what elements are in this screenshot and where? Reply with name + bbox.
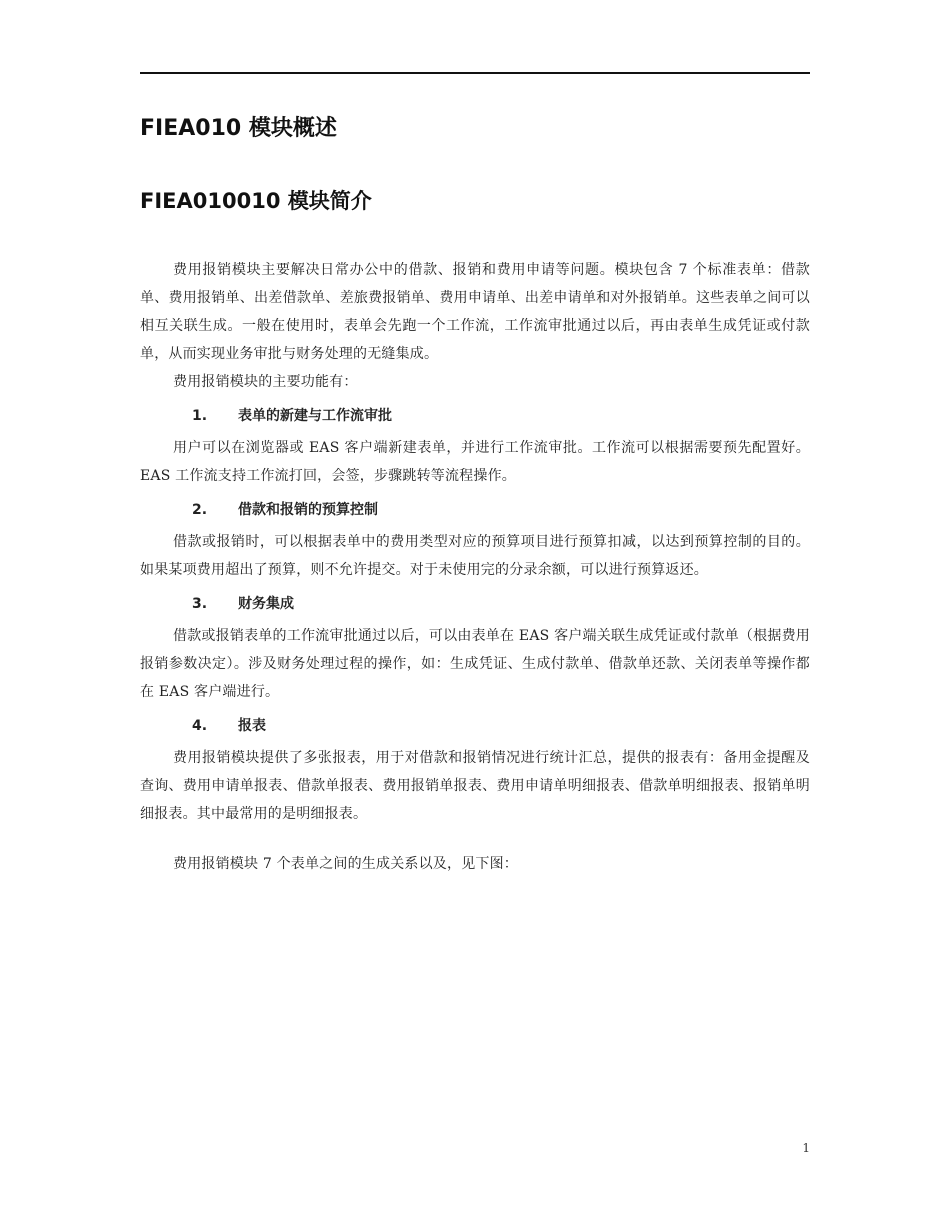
section-heading-3: [140, 590, 810, 618]
document-body: [140, 100, 810, 878]
section-body-3: 借款或报销表单的工作流审批通过以后，可以由表单在 EAS 客户端关联生成凭证或付款单（根据费用报销参数决定）。涉及财务处理过程的操作，如：生成凭证、生成付款单、借款单还款、关闭表单等操作都在 EAS 客户端进行。: [140, 628, 810, 700]
section-number: 1.: [192, 408, 208, 424]
section-title: 借款和报销的预算控制: [238, 502, 378, 518]
section-heading-4: [140, 712, 810, 740]
section-heading-2: [140, 496, 810, 524]
section-number: 3.: [192, 596, 208, 612]
section-body-1: 用户可以在浏览器或 EAS 客户端新建表单，并进行工作流审批。工作流可以根据需要预先配置好。EAS 工作流支持工作流打回，会签，步骤跳转等流程操作。: [140, 440, 810, 484]
page-number: 1: [802, 1141, 810, 1155]
section-title: 报表: [238, 718, 266, 734]
intro-paragraph: 费用报销模块主要解决日常办公中的借款、报销和费用申请等问题。模块包含 7 个标准表单：借款单、费用报销单、出差借款单、差旅费报销单、费用申请单、出差申请单和对外报销单。这些表单之间可以相互关联生成。一般在使用时，表单会先跑一个工作流，工作流审批通过以后，再由表单生成凭证或付款单，从而实现业务审批与财务处理的无缝集成。: [140, 262, 810, 362]
section-body-2: 借款或报销时，可以根据表单中的费用类型对应的预算项目进行预算扣减，以达到预算控制的目的。如果某项费用超出了预算，则不允许提交。对于未使用完的分录余额，可以进行预算返还。: [140, 534, 810, 578]
features-lead-paragraph: 费用报销模块的主要功能有：: [173, 374, 358, 390]
closing-paragraph: 费用报销模块 7 个表单之间的生成关系以及，见下图：: [173, 856, 519, 872]
heading-level-2: FIEA010010 模块简介: [140, 189, 372, 213]
section-body-4: 费用报销模块提供了多张报表，用于对借款和报销情况进行统计汇总，提供的报表有：备用金提醒及查询、费用申请单报表、借款单报表、费用报销单报表、费用申请单明细报表、借款单明细报表、报销单明细报表。其中最常用的是明细报表。: [140, 750, 810, 822]
header-rule: [140, 72, 810, 74]
section-number: 2.: [192, 502, 208, 518]
section-title: 表单的新建与工作流审批: [238, 408, 392, 424]
section-heading-1: [140, 402, 810, 430]
section-title: 财务集成: [238, 596, 294, 612]
heading-level-1: FIEA010 模块概述: [140, 116, 337, 141]
section-number: 4.: [192, 718, 208, 734]
